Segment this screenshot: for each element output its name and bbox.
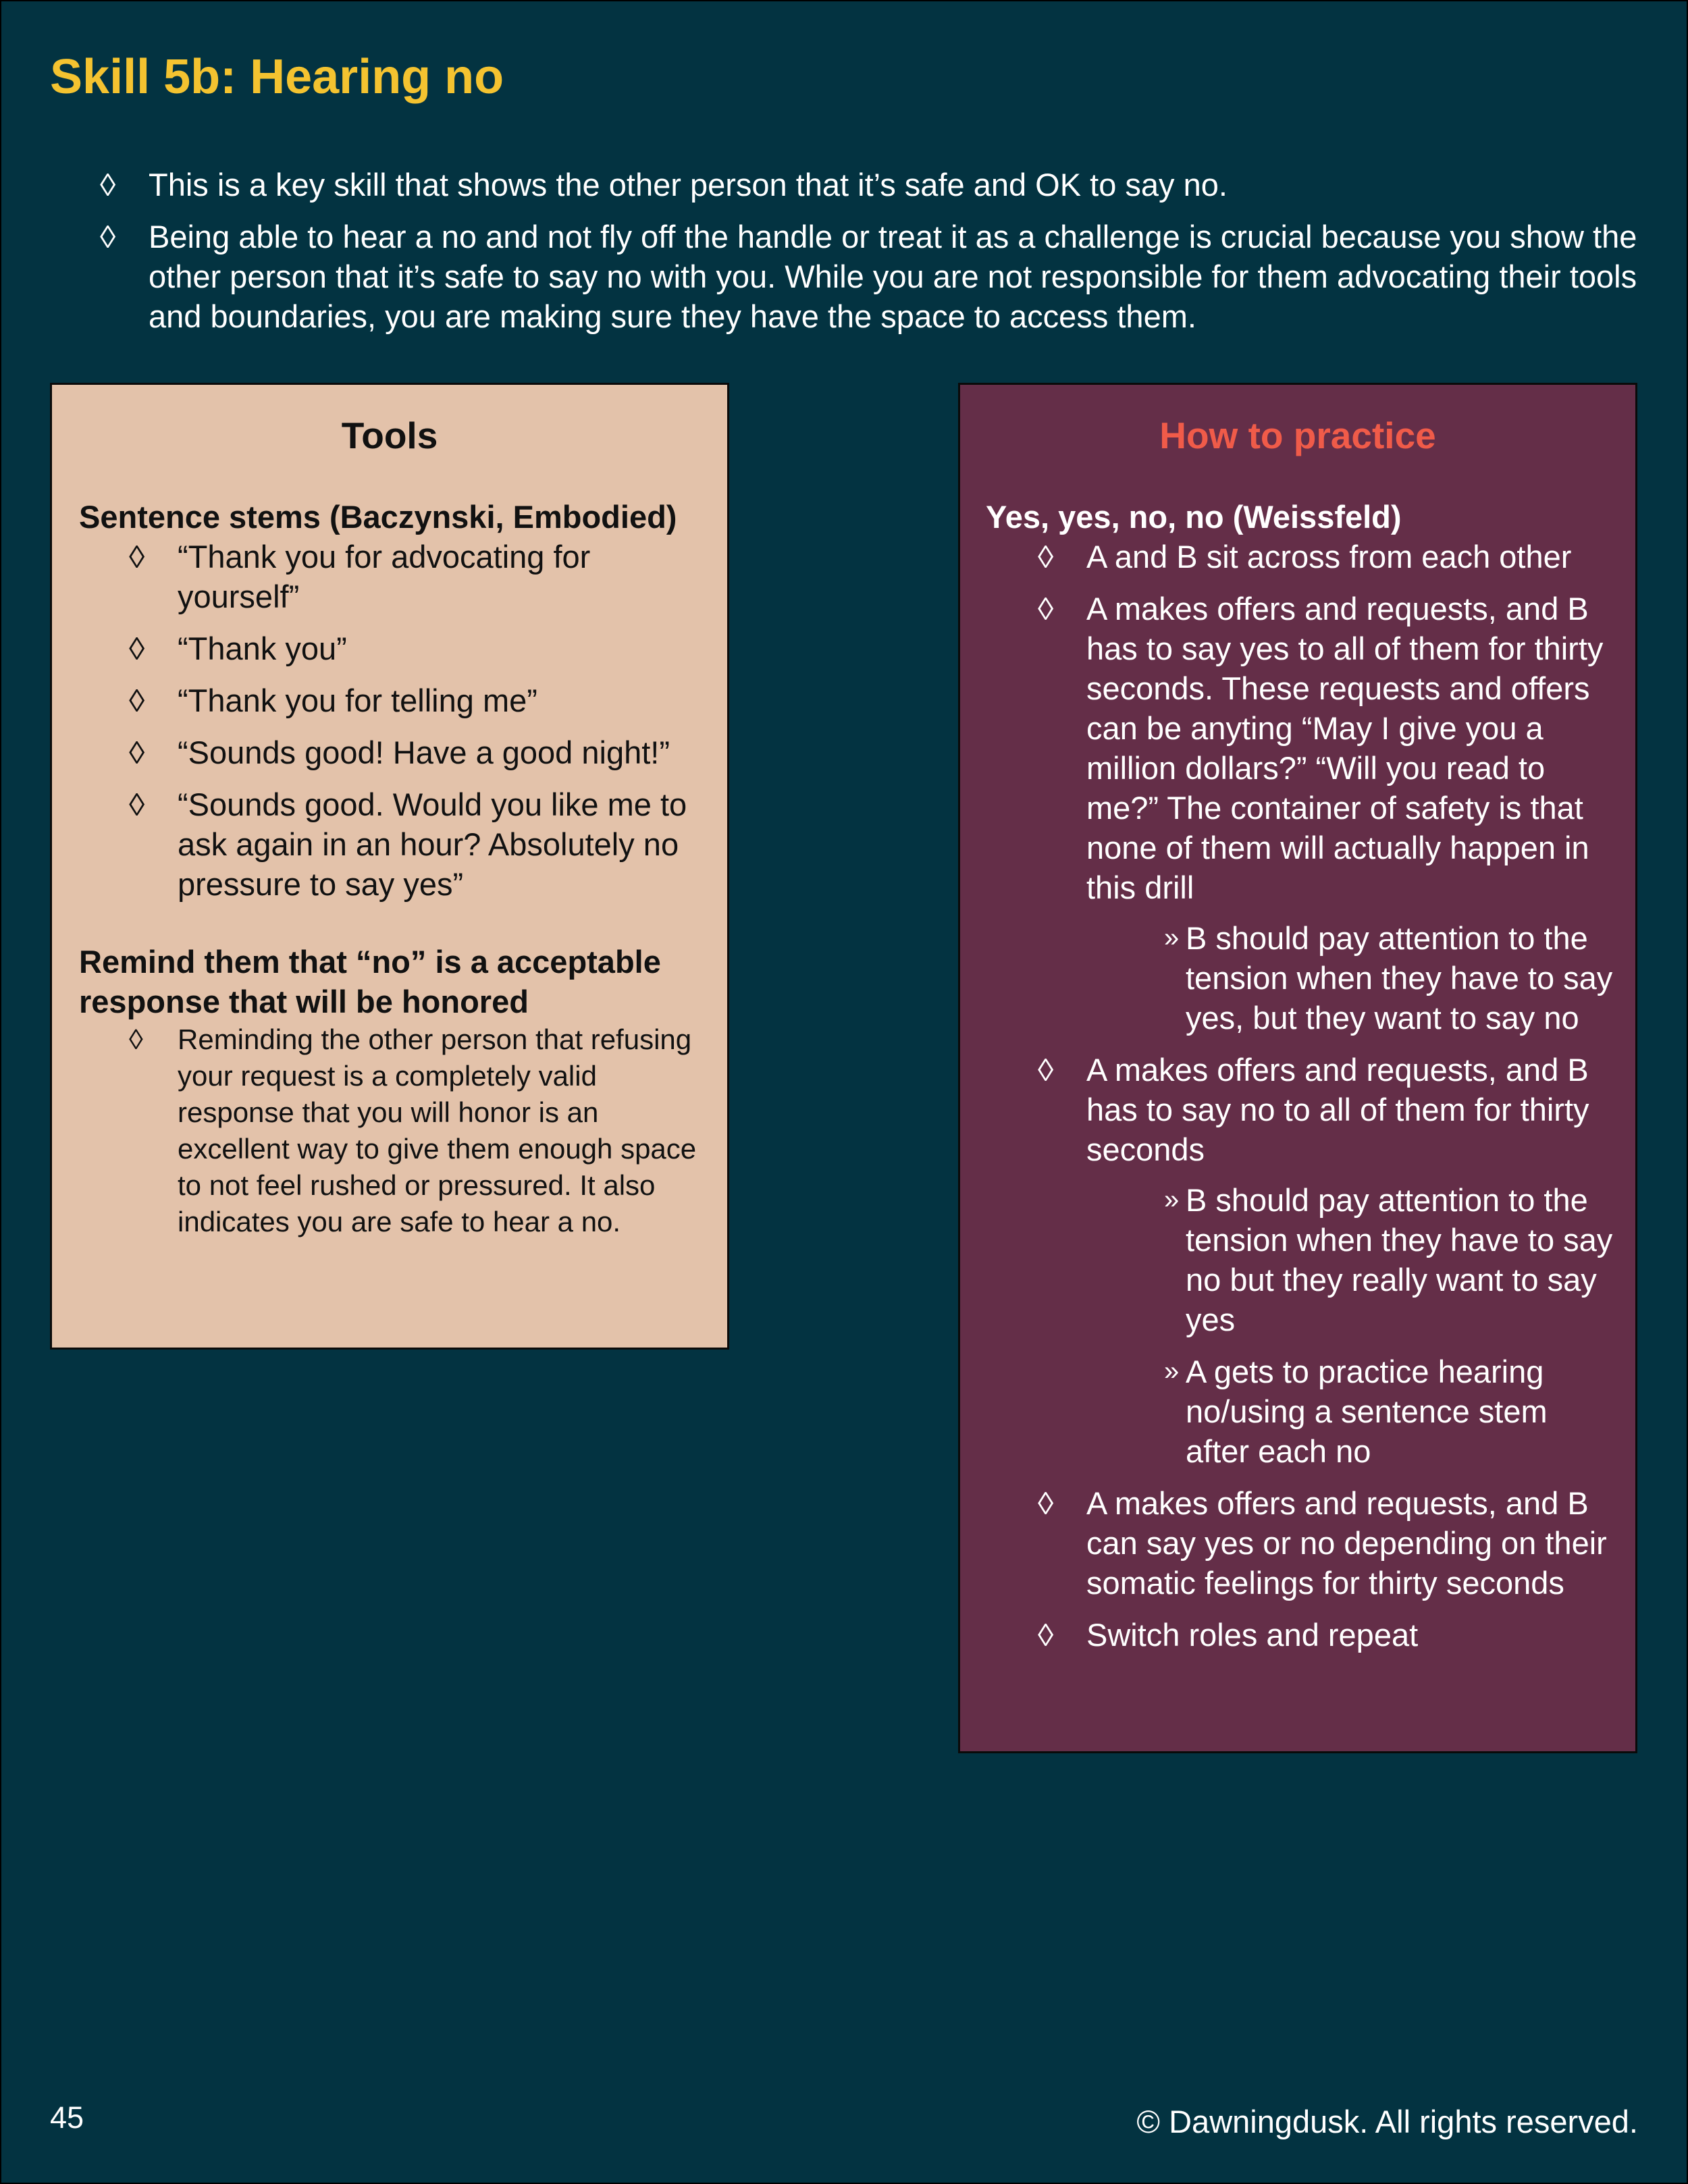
diamond-outline-icon: ◊	[100, 219, 116, 255]
list-item-text: Reminding the other person that refusing your request is a completely valid response that you will honor is an excellent way to give them enough space to not feel rushed or pressured. It also indicates you are safe to hear a no.	[178, 1023, 697, 1237]
diamond-outline-icon: ◊	[129, 1023, 143, 1055]
list-item	[960, 1483, 1635, 1603]
diamond-outline-icon: ◊	[1038, 591, 1054, 627]
diamond-outline-icon: ◊	[129, 683, 145, 718]
diamond-outline-icon: ◊	[129, 631, 145, 666]
diamond-outline-icon: ◊	[1038, 1485, 1054, 1521]
list-item-text: “Thank you for advocating for yourself”	[178, 539, 591, 614]
list-item-text: “Thank you for telling me”	[178, 683, 537, 718]
sub-list-item-text: B should pay attention to the tension when they have to say no but they really want to say yes	[1186, 1182, 1613, 1337]
list-item	[52, 1021, 727, 1240]
list-item-text: A makes offers and requests, and B has to say no to all of them for thirty seconds	[1086, 1052, 1589, 1167]
sub-list-item	[1086, 1352, 1618, 1471]
intro-item-text: Being able to hear a no and not fly off the handle or treat it as a challenge is crucial because you show the other person that it’s safe to say no with you. While you are not responsible for them advocating their tools and boundaries, you are making sure they have the space to access them.	[149, 219, 1637, 334]
double-chevron-icon: »	[1164, 1356, 1180, 1386]
remind-heading: Remind them that “no” is a acceptable response that will be honored	[79, 944, 661, 1019]
list-item	[52, 537, 727, 616]
practice-list	[960, 537, 1635, 1655]
practice-heading: How to practice	[1159, 415, 1436, 456]
intro-item	[100, 217, 1646, 336]
diamond-outline-icon: ◊	[129, 539, 145, 575]
yes-yes-no-no-heading: Yes, yes, no, no (Weissfeld)	[986, 499, 1402, 535]
diamond-outline-icon: ◊	[1038, 539, 1054, 575]
page-number: 45	[50, 2100, 84, 2135]
intro-item-text: This is a key skill that shows the other person that it’s safe and OK to say no.	[149, 167, 1228, 203]
sub-list-item	[1086, 1180, 1618, 1339]
list-item-text: Switch roles and repeat	[1086, 1617, 1419, 1653]
sub-list-item	[1086, 918, 1618, 1038]
remind-list	[52, 1021, 727, 1240]
list-item	[960, 1615, 1635, 1655]
list-item-text: A makes offers and requests, and B has to say yes to all of them for thirty seconds. These requests and offers can be anyting “May I give you a million dollars?” “Will you read to me?” The container of safety is that none of them will actually happen in this drill	[1086, 591, 1604, 905]
diamond-outline-icon: ◊	[129, 735, 145, 770]
list-item	[52, 681, 727, 720]
diamond-outline-icon: ◊	[1038, 1052, 1054, 1088]
intro-item	[100, 165, 1646, 205]
tools-box	[50, 383, 729, 1350]
list-item	[960, 537, 1635, 577]
sentence-stems-heading: Sentence stems (Baczynski, Embodied)	[79, 499, 677, 535]
sub-list-item-text: B should pay attention to the tension when they have to say yes, but they want to say no	[1186, 920, 1613, 1036]
list-item	[960, 1050, 1635, 1471]
list-item	[960, 589, 1635, 1038]
sub-list-item-text: A gets to practice hearing no/using a sentence stem after each no	[1186, 1354, 1548, 1469]
page-title: Skill 5b: Hearing no	[50, 50, 504, 104]
sub-list	[1086, 918, 1618, 1038]
double-chevron-icon: »	[1164, 923, 1180, 953]
sentence-stems-list	[52, 537, 727, 904]
list-item-text: “Thank you”	[178, 631, 347, 666]
list-item-text: “Sounds good! Have a good night!”	[178, 735, 670, 770]
copyright-notice: © Dawningdusk. All rights reserved.	[1136, 2104, 1638, 2139]
sub-list	[1086, 1180, 1618, 1471]
intro-list	[100, 165, 1646, 348]
list-item	[52, 784, 727, 904]
diamond-outline-icon: ◊	[1038, 1617, 1054, 1653]
diamond-outline-icon: ◊	[129, 787, 145, 822]
list-item-text: A makes offers and requests, and B can say yes or no depending on their somatic feelings for thirty seconds	[1086, 1485, 1607, 1601]
practice-box	[958, 383, 1637, 1753]
list-item	[52, 733, 727, 772]
list-item-text: “Sounds good. Would you like me to ask again in an hour? Absolutely no pressure to say yes”	[178, 787, 687, 902]
list-item	[52, 629, 727, 668]
tools-heading: Tools	[341, 415, 438, 456]
list-item-text: A and B sit across from each other	[1086, 539, 1572, 575]
diamond-outline-icon: ◊	[100, 167, 116, 203]
double-chevron-icon: »	[1164, 1185, 1180, 1215]
